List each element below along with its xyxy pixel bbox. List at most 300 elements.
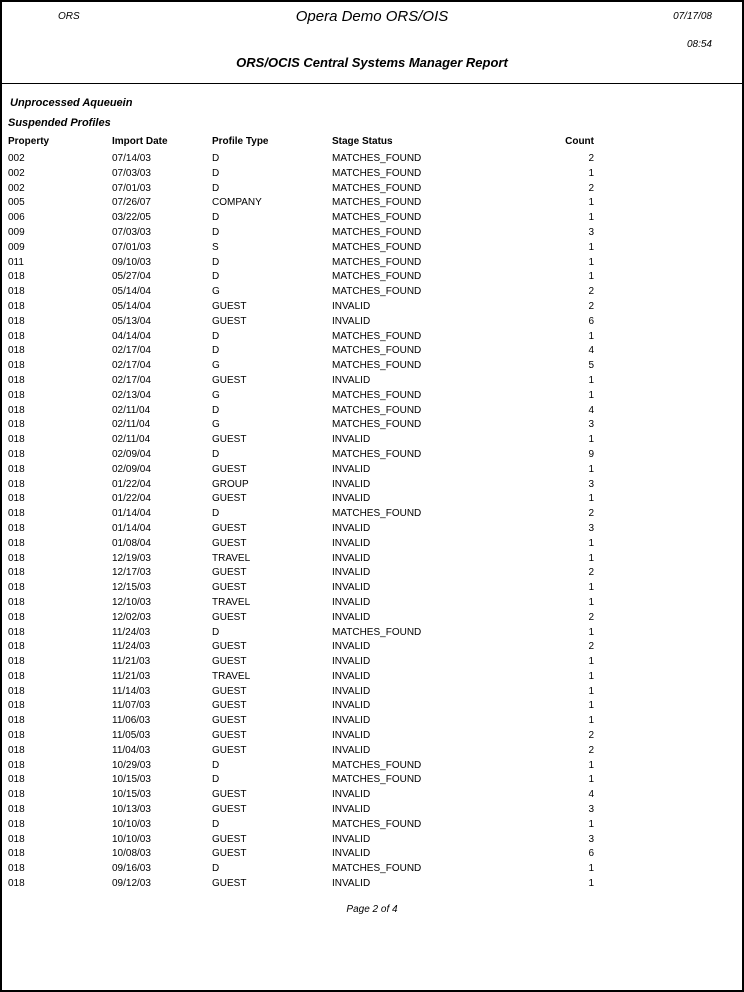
table-row [8,803,594,818]
cell-stage-status: INVALID [332,300,371,312]
table-row [8,418,594,433]
cell-import-date: 02/17/04 [112,374,151,386]
cell-stage-status: MATCHES_FOUND [332,759,422,771]
cell-count: 6 [588,848,594,860]
cell-import-date: 02/09/04 [112,463,151,475]
cell-property: 018 [8,804,25,816]
cell-count: 3 [588,226,594,238]
cell-import-date: 12/19/03 [112,552,151,564]
cell-property: 018 [8,478,25,490]
cell-property: 018 [8,789,25,801]
table-row [8,241,594,256]
cell-profile-type: GUEST [212,611,247,623]
cell-profile-type: D [212,448,220,460]
cell-profile-type: GUEST [212,537,247,549]
table-row [8,729,594,744]
table-row [8,522,594,537]
cell-count: 1 [588,863,594,875]
cell-property: 018 [8,700,25,712]
table-row [8,626,594,641]
cell-stage-status: MATCHES_FOUND [332,345,422,357]
cell-property: 006 [8,212,25,224]
cell-property: 018 [8,744,25,756]
cell-stage-status: INVALID [332,730,371,742]
cell-stage-status: MATCHES_FOUND [332,226,422,238]
table-row [8,359,594,374]
cell-profile-type: GUEST [212,315,247,327]
cell-count: 2 [588,567,594,579]
cell-import-date: 12/17/03 [112,567,151,579]
cell-stage-status: INVALID [332,848,371,860]
cell-property: 005 [8,197,25,209]
cell-count: 4 [588,404,594,416]
cell-import-date: 09/16/03 [112,863,151,875]
cell-import-date: 09/12/03 [112,878,151,890]
table-row [8,492,594,507]
cell-stage-status: INVALID [332,833,371,845]
cell-count: 1 [588,493,594,505]
cell-import-date: 01/14/04 [112,508,151,520]
cell-profile-type: GUEST [212,789,247,801]
table-row [8,167,594,182]
cell-count: 2 [588,508,594,520]
cell-import-date: 02/11/04 [112,419,151,431]
table-row [8,152,594,167]
cell-property: 009 [8,226,25,238]
cell-property: 018 [8,508,25,520]
cell-import-date: 02/09/04 [112,448,151,460]
cell-stage-status: MATCHES_FOUND [332,241,422,253]
table-row [8,847,594,862]
table-row [8,833,594,848]
cell-count: 4 [588,789,594,801]
table-header-row [8,136,594,152]
cell-stage-status: INVALID [332,804,371,816]
report-header [2,2,742,84]
cell-stage-status: INVALID [332,670,371,682]
cell-stage-status: INVALID [332,744,371,756]
cell-count: 1 [588,330,594,342]
cell-profile-type: G [212,360,220,372]
cell-profile-type: D [212,863,220,875]
cell-count: 2 [588,153,594,164]
cell-count: 3 [588,478,594,490]
cell-property: 018 [8,567,25,579]
table-row [8,211,594,226]
cell-profile-type: D [212,182,220,194]
cell-profile-type: GUEST [212,641,247,653]
cell-count: 1 [588,715,594,727]
cell-profile-type: D [212,774,220,786]
column-header-stage-status: Stage Status [332,136,393,147]
cell-property: 002 [8,153,25,164]
cell-count: 1 [588,537,594,549]
cell-import-date: 01/14/04 [112,522,151,534]
cell-profile-type: D [212,256,220,268]
table-row [8,773,594,788]
cell-stage-status: MATCHES_FOUND [332,389,422,401]
cell-import-date: 07/01/03 [112,182,151,194]
table-row [8,788,594,803]
cell-stage-status: INVALID [332,878,371,890]
cell-profile-type: S [212,241,219,253]
cell-stage-status: MATCHES_FOUND [332,863,422,875]
cell-count: 1 [588,389,594,401]
cell-import-date: 07/26/07 [112,197,151,209]
cell-count: 1 [588,271,594,283]
cell-stage-status: INVALID [332,700,371,712]
column-header-import-date: Import Date [112,136,168,147]
cell-stage-status: MATCHES_FOUND [332,448,422,460]
cell-profile-type: G [212,286,220,298]
report-date: 07/17/08 [673,11,712,22]
cell-property: 018 [8,626,25,638]
table-row [8,581,594,596]
cell-stage-status: MATCHES_FOUND [332,286,422,298]
cell-import-date: 12/02/03 [112,611,151,623]
cell-property: 018 [8,670,25,682]
cell-profile-type: GUEST [212,878,247,890]
cell-import-date: 10/10/03 [112,833,151,845]
cell-count: 1 [588,818,594,830]
cell-import-date: 11/04/03 [112,744,151,756]
cell-profile-type: GUEST [212,848,247,860]
cell-stage-status: INVALID [332,537,371,549]
cell-stage-status: INVALID [332,463,371,475]
cell-property: 018 [8,360,25,372]
cell-count: 3 [588,522,594,534]
cell-count: 2 [588,300,594,312]
table-row [8,566,594,581]
cell-count: 6 [588,315,594,327]
cell-profile-type: GUEST [212,700,247,712]
cell-profile-type: GROUP [212,478,249,490]
cell-count: 1 [588,241,594,253]
cell-count: 1 [588,656,594,668]
cell-profile-type: GUEST [212,833,247,845]
table-row [8,714,594,729]
cell-profile-type: GUEST [212,300,247,312]
table-row [8,182,594,197]
cell-property: 018 [8,434,25,446]
cell-count: 1 [588,759,594,771]
column-header-profile-type: Profile Type [212,136,269,147]
cell-profile-type: TRAVEL [212,596,251,608]
cell-stage-status: INVALID [332,641,371,653]
cell-property: 002 [8,182,25,194]
cell-import-date: 07/14/03 [112,153,151,164]
cell-property: 018 [8,552,25,564]
cell-import-date: 11/24/03 [112,626,151,638]
cell-property: 018 [8,582,25,594]
cell-stage-status: MATCHES_FOUND [332,774,422,786]
cell-stage-status: MATCHES_FOUND [332,197,422,209]
cell-stage-status: MATCHES_FOUND [332,167,422,179]
cell-stage-status: MATCHES_FOUND [332,419,422,431]
cell-import-date: 11/07/03 [112,700,151,712]
table-row [8,507,594,522]
table-row [8,196,594,211]
cell-property: 018 [8,848,25,860]
suspended-profiles-table [8,136,594,892]
cell-count: 2 [588,182,594,194]
cell-import-date: 12/10/03 [112,596,151,608]
cell-property: 018 [8,685,25,697]
main-title: Opera Demo ORS/OIS [295,8,449,25]
cell-profile-type: GUEST [212,522,247,534]
table-row [8,818,594,833]
cell-property: 018 [8,345,25,357]
table-row [8,389,594,404]
cell-stage-status: INVALID [332,552,371,564]
cell-stage-status: MATCHES_FOUND [332,404,422,416]
cell-property: 018 [8,656,25,668]
cell-stage-status: INVALID [332,315,371,327]
cell-count: 1 [588,626,594,638]
table-row [8,596,594,611]
cell-count: 1 [588,582,594,594]
cell-stage-status: MATCHES_FOUND [332,153,422,164]
cell-stage-status: INVALID [332,567,371,579]
table-row [8,759,594,774]
cell-count: 3 [588,804,594,816]
page-number-label: Page 2 of 4 [346,904,398,915]
cell-stage-status: MATCHES_FOUND [332,182,422,194]
table-row [8,374,594,389]
table-row [8,640,594,655]
cell-stage-status: MATCHES_FOUND [332,508,422,520]
cell-profile-type: D [212,212,220,224]
cell-count: 2 [588,641,594,653]
table-row [8,433,594,448]
cell-count: 2 [588,611,594,623]
cell-count: 9 [588,448,594,460]
cell-count: 2 [588,744,594,756]
cell-profile-type: D [212,167,220,179]
cell-stage-status: INVALID [332,685,371,697]
cell-stage-status: INVALID [332,522,371,534]
cell-property: 018 [8,389,25,401]
cell-property: 018 [8,818,25,830]
cell-profile-type: GUEST [212,374,247,386]
cell-property: 018 [8,522,25,534]
cell-count: 1 [588,167,594,179]
cell-import-date: 07/03/03 [112,167,151,179]
cell-property: 018 [8,300,25,312]
cell-profile-type: GUEST [212,493,247,505]
report-title: ORS/OCIS Central Systems Manager Report [236,55,508,70]
table-row [8,285,594,300]
cell-count: 1 [588,374,594,386]
cell-property: 018 [8,330,25,342]
table-row [8,552,594,567]
section-title-suspended: Suspended Profiles [8,117,111,129]
cell-count: 3 [588,419,594,431]
cell-stage-status: MATCHES_FOUND [332,330,422,342]
cell-property: 018 [8,374,25,386]
table-row [8,330,594,345]
cell-count: 1 [588,670,594,682]
table-row [8,685,594,700]
cell-profile-type: G [212,389,220,401]
cell-count: 1 [588,552,594,564]
cell-count: 5 [588,360,594,372]
cell-import-date: 05/14/04 [112,286,151,298]
cell-profile-type: D [212,759,220,771]
cell-profile-type: D [212,818,220,830]
cell-count: 2 [588,730,594,742]
cell-property: 018 [8,271,25,283]
column-header-count: Count [565,136,594,147]
cell-property: 018 [8,878,25,890]
cell-profile-type: GUEST [212,804,247,816]
cell-property: 018 [8,448,25,460]
cell-count: 1 [588,878,594,890]
cell-import-date: 11/24/03 [112,641,151,653]
table-row [8,448,594,463]
cell-import-date: 02/11/04 [112,434,151,446]
cell-count: 1 [588,596,594,608]
table-body [8,152,594,892]
cell-property: 018 [8,863,25,875]
cell-profile-type: D [212,508,220,520]
cell-property: 018 [8,641,25,653]
table-row [8,300,594,315]
cell-profile-type: COMPANY [212,197,262,209]
cell-count: 2 [588,286,594,298]
cell-import-date: 02/13/04 [112,389,151,401]
cell-count: 1 [588,685,594,697]
cell-import-date: 10/10/03 [112,818,151,830]
cell-import-date: 03/22/05 [112,212,151,224]
cell-count: 1 [588,463,594,475]
table-row [8,537,594,552]
cell-profile-type: GUEST [212,715,247,727]
cell-count: 1 [588,197,594,209]
cell-property: 018 [8,833,25,845]
cell-property: 018 [8,759,25,771]
cell-profile-type: D [212,226,220,238]
cell-import-date: 11/05/03 [112,730,151,742]
cell-profile-type: D [212,626,220,638]
table-row [8,256,594,271]
table-row [8,877,594,892]
table-row [8,862,594,877]
cell-profile-type: GUEST [212,744,247,756]
cell-property: 018 [8,596,25,608]
table-row [8,270,594,285]
cell-stage-status: INVALID [332,374,371,386]
table-row [8,463,594,478]
cell-import-date: 05/27/04 [112,271,151,283]
table-row [8,655,594,670]
cell-profile-type: GUEST [212,567,247,579]
cell-profile-type: GUEST [212,730,247,742]
cell-stage-status: INVALID [332,493,371,505]
cell-import-date: 09/10/03 [112,256,151,268]
cell-count: 1 [588,434,594,446]
table-row [8,344,594,359]
cell-property: 018 [8,730,25,742]
cell-import-date: 01/22/04 [112,493,151,505]
cell-profile-type: D [212,404,220,416]
table-row [8,226,594,241]
cell-stage-status: MATCHES_FOUND [332,818,422,830]
cell-import-date: 12/15/03 [112,582,151,594]
cell-stage-status: MATCHES_FOUND [332,360,422,372]
cell-profile-type: D [212,330,220,342]
table-row [8,478,594,493]
cell-stage-status: MATCHES_FOUND [332,256,422,268]
cell-stage-status: INVALID [332,596,371,608]
cell-import-date: 07/01/03 [112,241,151,253]
cell-import-date: 04/14/04 [112,330,151,342]
cell-import-date: 10/29/03 [112,759,151,771]
cell-import-date: 11/14/03 [112,685,151,697]
cell-stage-status: MATCHES_FOUND [332,212,422,224]
table-row [8,744,594,759]
cell-count: 1 [588,212,594,224]
cell-profile-type: GUEST [212,685,247,697]
cell-profile-type: TRAVEL [212,670,251,682]
cell-import-date: 02/17/04 [112,345,151,357]
cell-property: 018 [8,404,25,416]
cell-count: 4 [588,345,594,357]
cell-import-date: 10/15/03 [112,774,151,786]
cell-property: 018 [8,774,25,786]
cell-import-date: 11/21/03 [112,656,151,668]
column-header-property: Property [8,136,50,147]
cell-count: 3 [588,833,594,845]
table-row [8,404,594,419]
app-label: ORS [58,11,80,22]
cell-property: 018 [8,715,25,727]
cell-count: 1 [588,256,594,268]
cell-property: 018 [8,611,25,623]
cell-stage-status: INVALID [332,715,371,727]
table-row [8,315,594,330]
cell-profile-type: D [212,271,220,283]
cell-property: 002 [8,167,25,179]
cell-import-date: 01/08/04 [112,537,151,549]
cell-profile-type: D [212,153,220,164]
cell-profile-type: GUEST [212,463,247,475]
cell-stage-status: INVALID [332,789,371,801]
cell-property: 018 [8,463,25,475]
table-row [8,670,594,685]
cell-stage-status: INVALID [332,434,371,446]
cell-property: 011 [8,256,24,268]
cell-property: 018 [8,493,25,505]
cell-stage-status: INVALID [332,656,371,668]
table-row [8,611,594,626]
cell-count: 1 [588,700,594,712]
cell-property: 018 [8,315,25,327]
cell-import-date: 02/17/04 [112,360,151,372]
cell-stage-status: INVALID [332,582,371,594]
cell-import-date: 05/13/04 [112,315,151,327]
cell-import-date: 11/21/03 [112,670,151,682]
cell-profile-type: G [212,419,220,431]
table-row [8,699,594,714]
cell-property: 018 [8,537,25,549]
cell-import-date: 02/11/04 [112,404,151,416]
cell-profile-type: D [212,345,220,357]
cell-import-date: 05/14/04 [112,300,151,312]
section-title-unprocessed: Unprocessed Aqueuein [10,97,133,109]
cell-count: 1 [588,774,594,786]
cell-import-date: 10/15/03 [112,789,151,801]
